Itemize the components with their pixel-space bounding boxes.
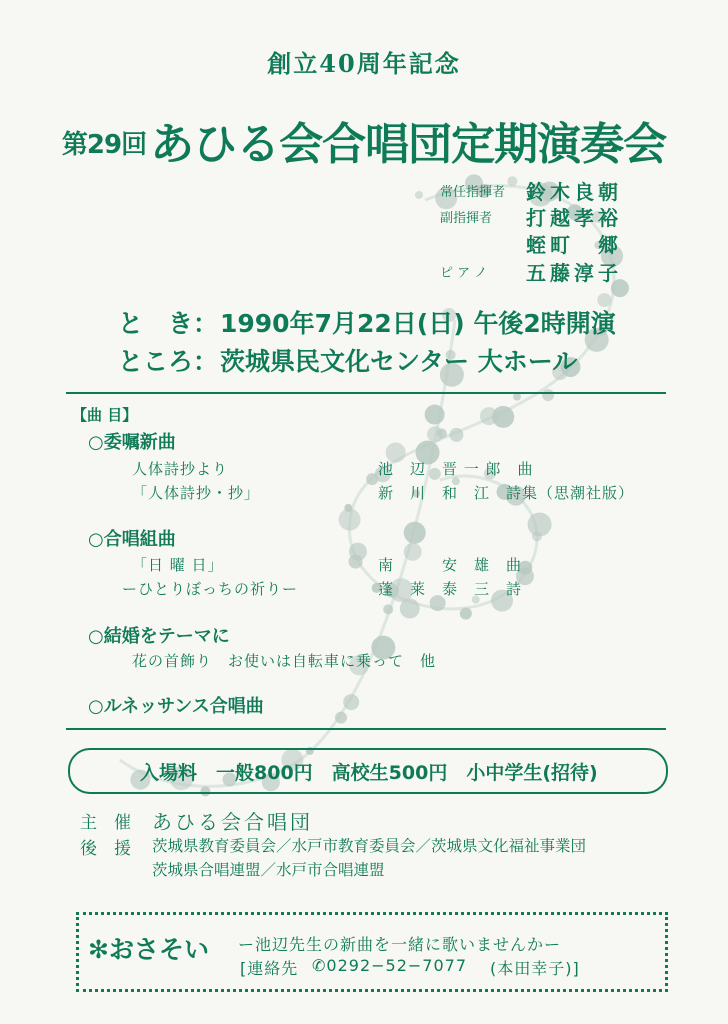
clef-dot [480, 407, 498, 425]
clef-dot [427, 426, 443, 442]
title-main: あひる会合唱団定期演奏会 [150, 119, 667, 170]
program-section-title: ○委嘱新曲 [88, 432, 176, 453]
clef-dot [400, 599, 420, 619]
program-line-left: 人体詩抄より [132, 460, 229, 478]
program-line-left: 「日 曜 日」 [132, 556, 224, 574]
program-line-right: 蓬 莱 泰 三 詩 [378, 580, 523, 598]
performer-role: 常任指揮者 [440, 185, 506, 200]
concert-title [0, 108, 728, 172]
clef-dot [343, 694, 359, 710]
performer-role: ピ ア ノ [440, 266, 488, 281]
anniversary-heading: 創立40周年記念 [267, 49, 461, 78]
program-line-left: 「人体詩抄・抄」 [132, 484, 261, 502]
clef-dot [404, 522, 426, 544]
divider-bottom [66, 728, 666, 730]
program-section-title: ○合唱組曲 [88, 529, 176, 550]
admission-prices: 入場料 一般800円 高校生500円 小中学生(招待) [140, 762, 598, 784]
program-section-title: ○ルネッサンス合唱曲 [88, 696, 264, 717]
clef-dot [425, 405, 445, 425]
program-line-right: 新 川 和 江 詩集（思潮社版） [378, 484, 635, 502]
performer-name: 蛭町 郷 [526, 233, 622, 257]
divider-top [66, 392, 666, 394]
invitation-label: ✻おさそい [88, 935, 209, 964]
program-line-right: 南 安 雄 曲 [378, 556, 523, 574]
program-line-left: ーひとりぼっちの祈りー [122, 580, 299, 598]
host-label: 主 催 [80, 813, 131, 833]
performer-role: 副指揮者 [440, 211, 493, 226]
program-line-right: 池 辺 晋 一 郎 曲 [378, 460, 534, 478]
clef-dot [335, 712, 347, 724]
clef-dot [528, 512, 552, 536]
contact-name: (本田幸子)] [490, 959, 580, 978]
clef-dot [449, 428, 463, 442]
time-label: と き： [118, 309, 219, 338]
clef-dot [383, 604, 393, 614]
clef-dot [507, 176, 517, 186]
clef-dot [542, 389, 554, 401]
program-section-title: ○結婚をテーマに [88, 626, 230, 647]
host-name: あひる会合唱団 [152, 810, 313, 834]
performer-name: 五藤淳子 [526, 261, 622, 285]
clef-dot [415, 191, 423, 199]
clef-dot [349, 555, 363, 569]
support-label: 後 援 [80, 839, 131, 859]
clef-dot [460, 608, 472, 620]
phone-number: ✆0292−52−7077 [312, 956, 468, 975]
clef-dot [339, 509, 361, 531]
support-line: 茨城県教育委員会／水戸市教育委員会／茨城県文化福祉事業団 [152, 837, 587, 855]
place-label: ところ： [118, 347, 219, 376]
contact-label: [連絡先 [240, 959, 299, 978]
title-edition: 第29回 [61, 130, 147, 160]
performer-name: 鈴木良朝 [526, 180, 622, 204]
invitation-message: ー池辺先生の新曲を一緒に歌いませんかー [238, 935, 562, 954]
support-line: 茨城県合唱連盟／水戸市合唱連盟 [152, 861, 385, 879]
performer-name: 打越孝裕 [526, 206, 622, 230]
program-line-left: 花の首飾り お使いは自転車に乗って 他 [132, 652, 437, 670]
place-value: 茨城県民文化センター 大ホール [220, 347, 578, 376]
program-heading: 【曲 目】 [72, 406, 138, 424]
clef-dot [366, 473, 378, 485]
time-value: 1990年7月22日(日) 午後2時開演 [220, 309, 616, 338]
